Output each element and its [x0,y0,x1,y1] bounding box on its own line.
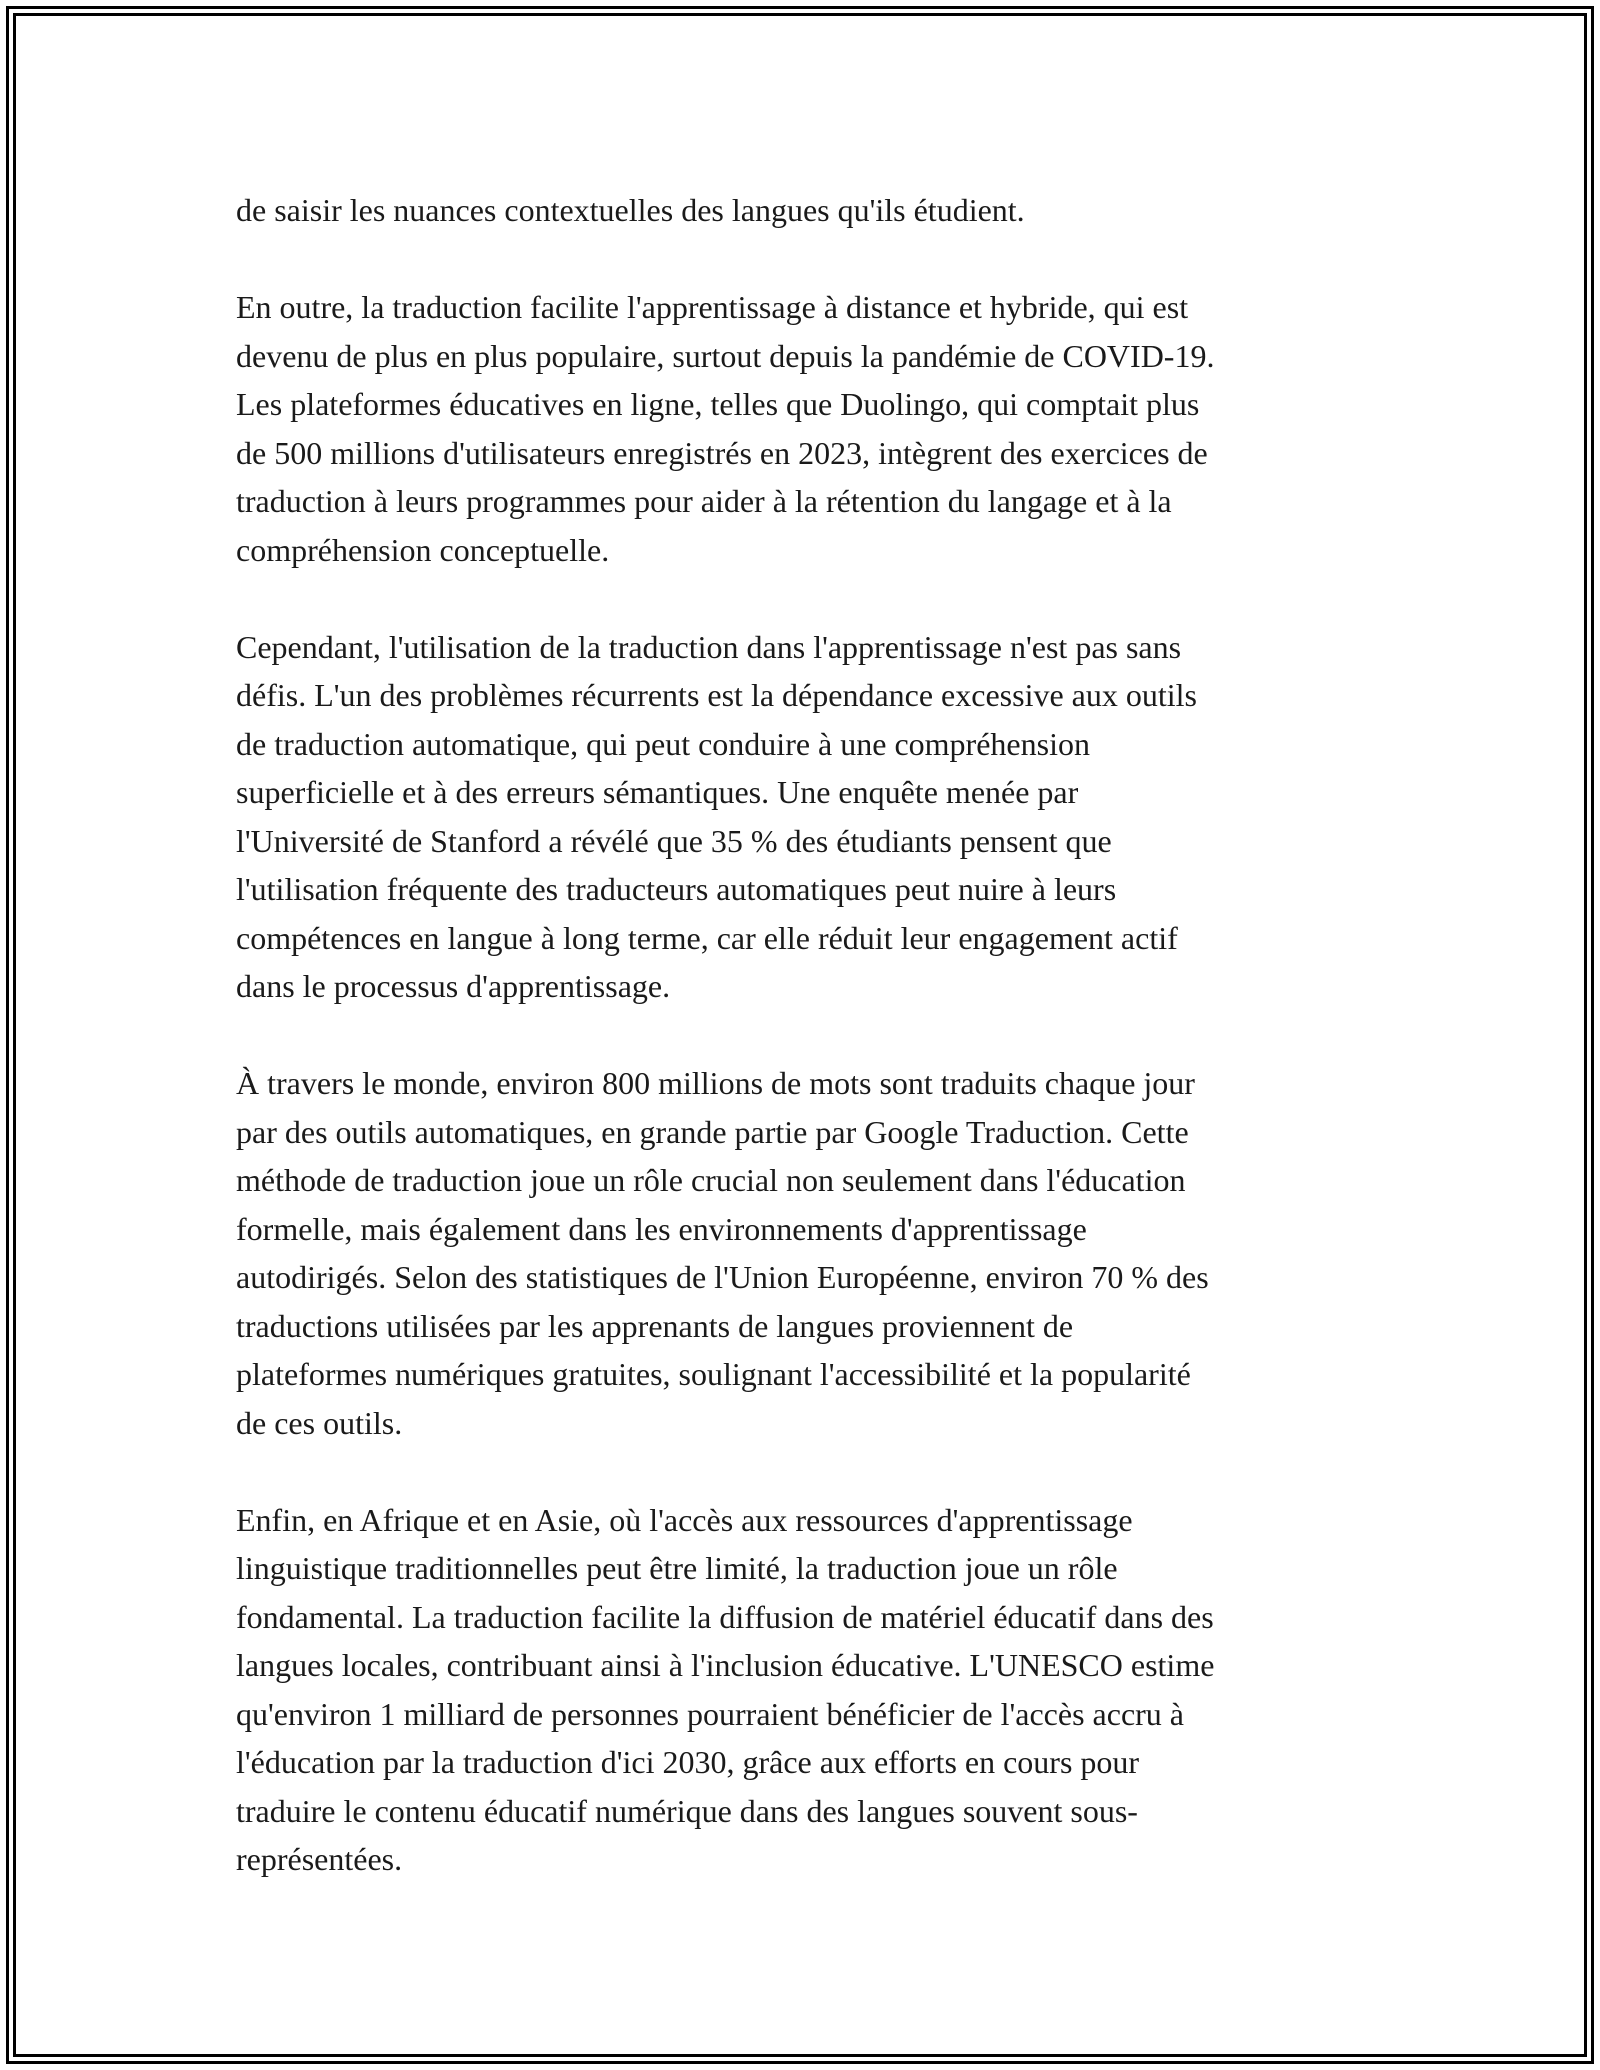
paragraph-4: À travers le monde, environ 800 millions de mots sont traduits chaque jour par des outils automatiques, en grande partie par Google Traduction. Cette méthode de traduction joue un rôle crucial non seulement dans l'éducation formelle, mais également dans les environnements d'apprentissage autodirigés. Selon des statistiques de l'Union Européenne, environ 70 % des traductions utilisées par les apprenants de langues proviennent de plateformes numériques gratuites, soulignant l'accessibilité et la popularité de ces outils. [236,1065,1209,1441]
paragraph-5: Enfin, en Afrique et en Asie, où l'accès aux ressources d'apprentissage linguistique traditionnelles peut être limité, la traduction joue un rôle fondamental. La traduction facilite la diffusion de matériel éducatif dans des langues locales, contribuant ainsi à l'inclusion éducative. L'UNESCO estime qu'environ 1 milliard de personnes pourraient bénéficier de l'accès accru à l'éducation par la traduction d'ici 2030, grâce aux efforts en cours pour traduire le contenu éducatif numérique dans des langues souvent sous- représentées. [236,1501,1215,1877]
paragraph-2: En outre, la traduction facilite l'apprentissage à distance et hybride, qui est devenu de plus en plus populaire, surtout depuis la pandémie de COVID-19. Les plateformes éducatives en ligne, telles que Duolingo, qui comptait plus de 500 millions d'utilisateurs enregistrés en 2023, intègrent des exercices de traduction à leurs programmes pour aider à la rétention du langage et à la compréhension conceptuelle. [236,289,1215,568]
paragraph-1: de saisir les nuances contextuelles des langues qu'ils étudient. [236,192,1025,228]
paragraph-3: Cependant, l'utilisation de la traduction dans l'apprentissage n'est pas sans défis. L'un des problèmes récurrents est la dépendance excessive aux outils de traduction automatique, qui peut conduire à une compréhension superficielle et à des erreurs sémantiques. Une enquête menée par l'Université de Stanford a révélé que 35 % des étudiants pensent que l'utilisation fréquente des traducteurs automatiques peut nuire à leurs compétences en langue à long terme, car elle réduit leur engagement actif dans le processus d'apprentissage. [236,628,1197,1004]
document-body [236,186,1366,1884]
